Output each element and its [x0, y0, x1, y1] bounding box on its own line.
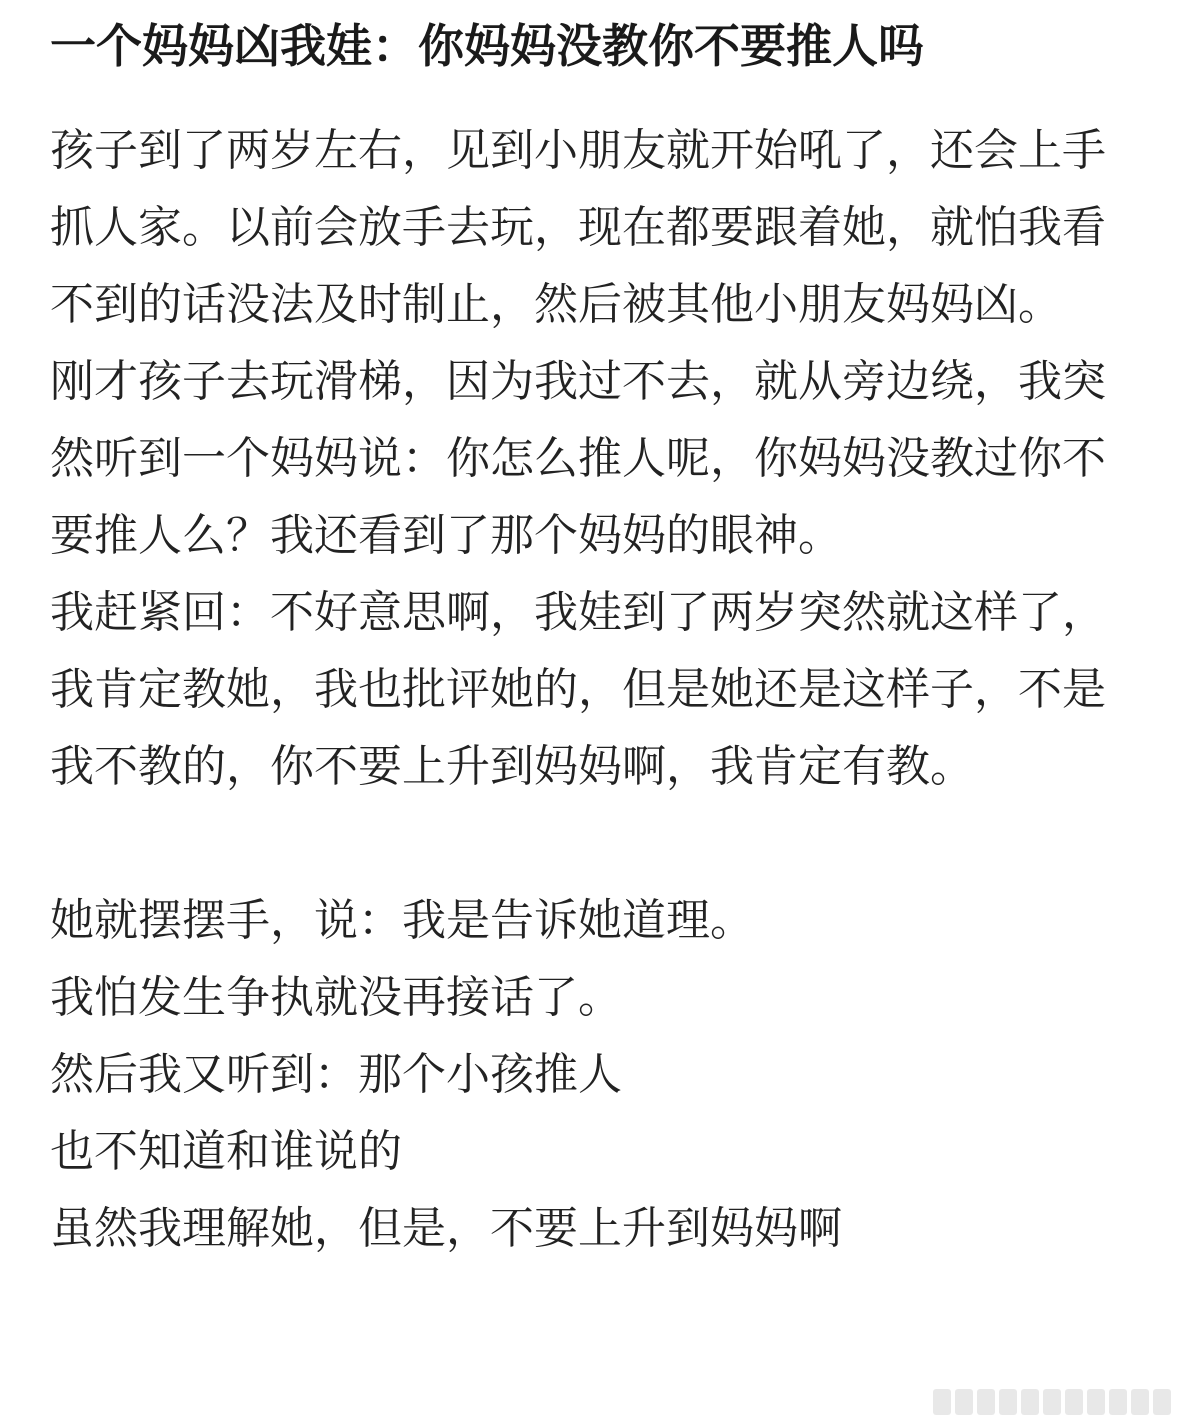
watermark-block	[1153, 1389, 1171, 1415]
watermark-block	[933, 1389, 951, 1415]
line-2: 我怕发生争执就没再接话了。	[50, 972, 622, 1023]
blank-line	[50, 805, 1140, 882]
paragraph-2: 刚才孩子去玩滑梯，因为我过不去，就从旁边绕，我突然听到一个妈妈说：你怎么推人呢，你妈妈没教过你不要推人么？我还看到了那个妈妈的眼神。	[50, 356, 1106, 561]
paragraph-3: 我赶紧回：不好意思啊，我娃到了两岁突然就这样了，我肯定教她，我也批评她的，但是她还是这样子，不是我不教的，你不要上升到妈妈啊，我肯定有教。	[50, 587, 1106, 792]
watermark	[933, 1387, 1171, 1417]
line-5: 虽然我理解她，但是，不要上升到妈妈啊	[50, 1203, 842, 1254]
post-title: 一个妈妈凶我娃：你妈妈没教你不要推人吗	[50, 19, 924, 73]
paragraph-1: 孩子到了两岁左右，见到小朋友就开始吼了，还会上手抓人家。以前会放手去玩，现在都要跟着她，就怕我看不到的话没法及时制止，然后被其他小朋友妈妈凶。	[50, 125, 1106, 330]
watermark-block	[1043, 1389, 1061, 1415]
post-body	[50, 112, 1140, 1267]
watermark-block	[999, 1389, 1017, 1415]
post-content	[50, 0, 1140, 1267]
watermark-block	[1021, 1389, 1039, 1415]
watermark-block	[1109, 1389, 1127, 1415]
watermark-block	[1087, 1389, 1105, 1415]
line-1: 她就摆摆手，说：我是告诉她道理。	[50, 895, 754, 946]
watermark-block	[955, 1389, 973, 1415]
watermark-block	[1065, 1389, 1083, 1415]
line-4: 也不知道和谁说的	[50, 1126, 402, 1177]
line-3: 然后我又听到：那个小孩推人	[50, 1049, 622, 1100]
watermark-block	[1131, 1389, 1149, 1415]
watermark-block	[977, 1389, 995, 1415]
